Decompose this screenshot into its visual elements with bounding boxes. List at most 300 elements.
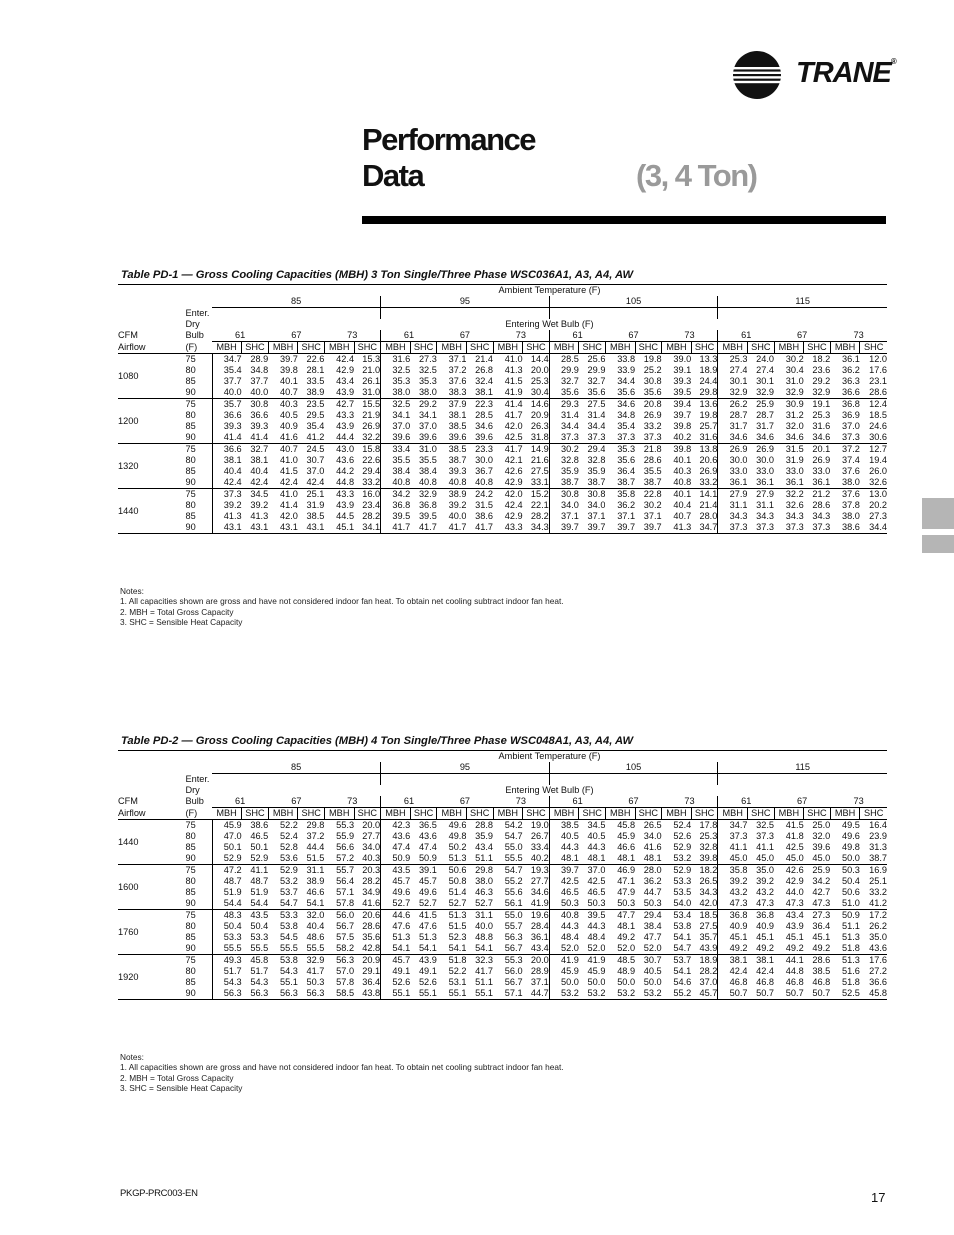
shc-value: 36.4	[812, 921, 831, 931]
shc-value: 40.0	[242, 387, 269, 399]
shc-header: SHC	[579, 342, 606, 354]
mbh-value: 40.4	[673, 500, 692, 510]
mbh-value: 54.1	[673, 966, 692, 976]
ambient-temperature-value: 85	[212, 762, 381, 774]
shc-value: 25.6	[587, 354, 606, 364]
shc-header: SHC	[579, 808, 606, 820]
mbh-value: 40.7	[673, 511, 692, 521]
mbh-value: 35.4	[212, 365, 242, 376]
shc-value: 31.5	[475, 500, 494, 510]
shc-value: 39.6	[410, 432, 437, 444]
shc-value: 28.2	[362, 511, 381, 521]
dry-bulb-value: 80	[185, 410, 196, 420]
mbh-value: 50.0	[549, 977, 579, 988]
shc-value: 37.1	[587, 511, 606, 521]
dry-bulb-value: 75	[185, 955, 196, 965]
shc-value: 24.2	[475, 489, 494, 499]
shc-value: 39.2	[250, 500, 269, 510]
shc-value: 38.7	[860, 853, 887, 865]
mbh-value: 40.0	[448, 511, 467, 521]
shc-value: 34.0	[362, 842, 381, 852]
mbh-value: 51.8	[830, 943, 860, 955]
shc-value: 27.5	[699, 921, 718, 931]
dry-bulb-value: 80	[185, 365, 196, 375]
shc-value: 29.2	[812, 376, 831, 386]
mbh-header: MBH	[381, 808, 411, 820]
mbh-value: 47.7	[617, 910, 636, 920]
shc-value: 25.1	[869, 876, 887, 886]
shc-value: 29.8	[306, 820, 325, 830]
mbh-value: 38.5	[448, 444, 467, 454]
shc-value: 41.9	[523, 898, 550, 910]
mbh-value: 56.3	[268, 988, 298, 1000]
mbh-value: 43.2	[718, 887, 748, 898]
dry-bulb-value: 90	[185, 477, 212, 489]
mbh-value: 35.5	[381, 455, 411, 466]
shc-value: 26.9	[643, 410, 662, 420]
mbh-value: 51.4	[448, 887, 467, 897]
shc-value: 25.3	[812, 410, 831, 420]
shc-value: 31.3	[869, 842, 887, 852]
mbh-value: 42.0	[504, 489, 523, 499]
mbh-value: 43.5	[381, 865, 411, 877]
shc-value: 52.6	[418, 977, 437, 987]
mbh-value: 38.0	[381, 387, 411, 399]
shc-value: 36.5	[418, 820, 437, 830]
shc-value: 21.9	[362, 410, 381, 420]
shc-value: 19.4	[869, 455, 887, 465]
shc-value: 22.6	[362, 455, 381, 465]
header-blank	[212, 774, 381, 786]
mbh-value: 50.8	[448, 876, 467, 886]
mbh-value: 42.5	[549, 876, 579, 887]
shc-value: 43.1	[298, 522, 325, 534]
mbh-header: MBH	[324, 808, 354, 820]
mbh-value: 41.7	[504, 410, 523, 420]
mbh-value: 50.7	[718, 988, 748, 1000]
mbh-value: 34.8	[617, 410, 636, 420]
shc-value: 36.1	[530, 932, 549, 942]
mbh-value: 36.8	[381, 500, 411, 511]
shc-header: SHC	[242, 342, 269, 354]
shc-value: 35.0	[756, 865, 775, 875]
shc-value: 43.9	[691, 943, 718, 955]
header-blank	[212, 308, 381, 320]
table-row	[118, 865, 887, 877]
shc-value: 23.3	[475, 444, 494, 454]
shc-value: 38.9	[306, 876, 325, 886]
shc-value: 31.8	[523, 432, 550, 444]
mbh-header: MBH	[437, 342, 467, 354]
mbh-value: 37.3	[212, 489, 242, 501]
cfm-value: 1200	[118, 399, 185, 444]
mbh-value: 45.9	[617, 831, 636, 841]
header-blank	[549, 774, 718, 786]
mbh-value: 36.4	[617, 466, 636, 476]
mbh-value: 30.0	[718, 455, 748, 466]
mbh-value: 41.4	[212, 432, 242, 444]
mbh-value: 50.3	[842, 865, 860, 875]
mbh-value: 41.7	[504, 444, 523, 454]
table-row	[118, 853, 887, 865]
shc-value: 39.6	[466, 432, 493, 444]
wet-bulb-value: 61	[381, 330, 437, 342]
shc-value: 35.6	[362, 932, 381, 942]
shc-value: 34.3	[812, 511, 831, 521]
shc-value: 34.5	[250, 489, 269, 499]
shc-value: 37.3	[756, 831, 775, 841]
table-row	[118, 421, 887, 432]
mbh-value: 44.0	[785, 887, 804, 897]
shc-value: 30.0	[475, 455, 494, 465]
mbh-value: 37.2	[842, 444, 860, 454]
header-blank	[118, 308, 185, 320]
shc-value: 31.0	[418, 444, 437, 454]
shc-value: 30.4	[523, 387, 550, 399]
shc-value: 26.8	[475, 365, 494, 375]
mbh-value: 55.9	[336, 831, 355, 841]
cfm-value: 1440	[118, 820, 185, 865]
mbh-header: MBH	[212, 808, 242, 820]
shc-value: 27.9	[756, 489, 775, 499]
shc-value: 39.7	[579, 522, 606, 534]
shc-value: 21.8	[643, 444, 662, 454]
mbh-value: 53.2	[279, 876, 298, 886]
mbh-value: 40.1	[279, 376, 298, 386]
mbh-value: 37.3	[718, 522, 748, 534]
shc-value: 34.6	[804, 432, 831, 444]
dry-bulb-header-bulb: Bulb	[185, 796, 204, 807]
shc-value: 32.2	[354, 432, 381, 444]
shc-header: SHC	[354, 808, 381, 820]
shc-value: 49.6	[418, 887, 437, 897]
mbh-value: 48.9	[617, 966, 636, 976]
shc-value: 55.5	[242, 943, 269, 955]
mbh-value: 54.1	[437, 943, 467, 955]
mbh-value: 42.5	[785, 842, 804, 852]
shc-value: 30.7	[643, 955, 662, 965]
shc-value: 43.6	[418, 831, 437, 841]
mbh-value: 40.1	[673, 489, 692, 499]
shc-value: 34.3	[756, 511, 775, 521]
dry-bulb-value: 75	[185, 354, 196, 364]
mbh-value: 54.1	[673, 932, 692, 942]
mbh-value: 37.3	[774, 522, 804, 534]
shc-value: 35.9	[475, 831, 494, 841]
table-pd1-notes	[120, 586, 564, 628]
mbh-value: 35.6	[605, 387, 635, 399]
shc-value: 29.1	[362, 966, 381, 976]
dry-bulb-value: 85	[185, 376, 196, 386]
mbh-value: 45.7	[381, 876, 411, 887]
shc-value: 41.1	[250, 865, 269, 875]
mbh-value: 48.5	[617, 955, 636, 965]
mbh-value: 45.1	[785, 932, 804, 942]
mbh-value: 53.5	[673, 887, 692, 897]
mbh-value: 35.3	[381, 376, 411, 387]
shc-value: 24.4	[699, 376, 718, 386]
mbh-value: 28.5	[549, 354, 579, 366]
shc-value: 27.3	[869, 511, 887, 521]
mbh-value: 52.2	[279, 820, 298, 830]
shc-value: 19.6	[530, 910, 549, 920]
shc-value: 20.6	[362, 910, 381, 920]
shc-value: 25.0	[812, 820, 831, 830]
shc-value: 45.1	[756, 932, 775, 942]
shc-header: SHC	[523, 342, 550, 354]
table-row	[118, 943, 887, 955]
mbh-value: 30.4	[785, 365, 804, 375]
shc-value: 33.0	[812, 466, 831, 476]
mbh-value: 34.2	[381, 489, 411, 501]
mbh-value: 49.8	[448, 831, 467, 841]
notes-heading: Notes:	[120, 1052, 144, 1062]
table-row	[118, 354, 887, 366]
shc-value: 30.8	[250, 399, 269, 409]
mbh-value: 50.1	[212, 842, 242, 853]
mbh-value: 35.3	[617, 444, 636, 454]
shc-value: 36.1	[804, 477, 831, 489]
wet-bulb-value: 67	[797, 330, 808, 340]
mbh-value: 39.5	[381, 511, 411, 522]
ambient-temperature-value: 115	[718, 296, 887, 308]
shc-value: 29.5	[306, 410, 325, 420]
shc-value: 28.6	[643, 455, 662, 465]
wet-bulb-value: 67	[291, 796, 302, 806]
shc-value: 45.8	[250, 955, 269, 965]
shc-value: 18.9	[699, 365, 718, 375]
mbh-value: 54.7	[504, 865, 523, 875]
note-item: 1. All capacities shown are gross and have not considered indoor fan heat. To obtain net cooling subtract indoor fan heat.	[120, 1062, 564, 1073]
shc-value: 14.9	[530, 444, 549, 454]
shc-value: 31.0	[354, 387, 381, 399]
mbh-value: 56.6	[336, 842, 355, 852]
mbh-value: 50.3	[549, 898, 579, 910]
shc-value: 35.7	[699, 932, 718, 942]
mbh-value: 53.1	[448, 977, 467, 987]
shc-value: 40.4	[306, 921, 325, 931]
mbh-value: 34.3	[718, 511, 748, 522]
mbh-header: MBH	[493, 342, 523, 354]
shc-value: 41.9	[587, 955, 606, 965]
shc-value: 28.9	[530, 966, 549, 976]
mbh-value: 27.9	[718, 489, 748, 501]
shc-value: 43.4	[523, 943, 550, 955]
shc-value: 38.7	[635, 477, 662, 489]
mbh-value: 37.0	[842, 421, 860, 431]
mbh-value: 56.0	[504, 966, 523, 976]
shc-header: SHC	[747, 342, 774, 354]
mbh-value: 51.8	[842, 977, 860, 987]
mbh-value: 30.2	[549, 444, 579, 456]
mbh-value: 46.8	[785, 977, 804, 987]
shc-value: 46.8	[756, 977, 775, 987]
shc-value: 40.5	[587, 831, 606, 841]
mbh-value: 25.3	[718, 354, 748, 366]
mbh-value: 33.0	[785, 466, 804, 476]
shc-value: 40.5	[643, 966, 662, 976]
mbh-value: 34.1	[381, 410, 411, 421]
mbh-value: 42.5	[493, 432, 523, 444]
mbh-value: 41.4	[279, 500, 298, 510]
mbh-value: 42.4	[336, 354, 355, 364]
mbh-value: 41.3	[662, 522, 692, 534]
shc-value: 43.2	[756, 887, 775, 897]
mbh-value: 45.0	[718, 853, 748, 865]
section-tab-marker	[922, 498, 954, 529]
dry-bulb-header-enter: Enter.	[185, 307, 210, 318]
mbh-value: 36.2	[842, 365, 860, 375]
mbh-value: 52.7	[381, 898, 411, 910]
dry-bulb-value: 85	[185, 842, 196, 852]
header-blank	[118, 785, 185, 796]
shc-value: 45.7	[418, 876, 437, 886]
mbh-value: 52.0	[605, 943, 635, 955]
shc-value: 27.7	[530, 876, 549, 886]
shc-value: 12.4	[869, 399, 887, 409]
shc-value: 35.6	[579, 387, 606, 399]
dry-bulb-header-dry: Dry	[185, 785, 200, 795]
dry-bulb-value: 75	[185, 865, 196, 875]
shc-value: 51.1	[466, 853, 493, 865]
mbh-value: 49.2	[718, 943, 748, 955]
mbh-value: 56.3	[212, 988, 242, 1000]
table-row	[118, 977, 887, 988]
cfm-value: 1440	[118, 489, 185, 534]
mbh-value: 57.8	[324, 898, 354, 910]
wet-bulb-value: 73	[853, 330, 864, 340]
shc-value: 35.9	[587, 466, 606, 476]
header-blank	[118, 285, 212, 297]
mbh-value: 53.2	[605, 988, 635, 1000]
mbh-value: 48.4	[549, 932, 579, 943]
mbh-value: 35.9	[549, 466, 579, 477]
shc-value: 39.8	[691, 853, 718, 865]
shc-value: 21.6	[530, 455, 549, 465]
mbh-value: 43.3	[336, 489, 355, 499]
mbh-value: 47.4	[381, 842, 411, 853]
mbh-value: 38.4	[381, 466, 411, 477]
mbh-value: 40.9	[279, 421, 298, 431]
table-pd2-caption: Table PD-2 — Gross Cooling Capacities (MBH) 4 Ton Single/Three Phase WSC048A1, A3, A4, AW	[121, 735, 634, 747]
ambient-temperature-label: Ambient Temperature (F)	[212, 285, 887, 297]
mbh-header: MBH	[830, 808, 860, 820]
shc-value: 26.3	[530, 421, 549, 431]
shc-value: 38.0	[475, 876, 494, 886]
wet-bulb-value: 61	[235, 330, 246, 340]
shc-value: 33.1	[523, 477, 550, 489]
shc-value: 17.2	[869, 910, 887, 920]
shc-value: 16.4	[869, 820, 887, 830]
cfm-header: CFM	[118, 796, 138, 807]
mbh-value: 50.6	[448, 865, 467, 875]
mbh-value: 26.2	[718, 399, 748, 411]
shc-value: 41.2	[298, 432, 325, 444]
mbh-value: 39.1	[673, 365, 692, 375]
mbh-value: 51.9	[212, 887, 242, 898]
table-row	[118, 898, 887, 910]
table-row	[118, 455, 887, 466]
table-pd1-caption: Table PD-1 — Gross Cooling Capacities (MBH) 3 Ton Single/Three Phase WSC036A1, A3, A4, AW	[121, 269, 634, 281]
shc-value: 40.0	[475, 921, 494, 931]
shc-value: 52.0	[635, 943, 662, 955]
shc-value: 55.1	[466, 988, 493, 1000]
mbh-value: 58.5	[324, 988, 354, 1000]
shc-value: 28.5	[475, 410, 494, 420]
shc-value: 47.3	[804, 898, 831, 910]
shc-value: 37.3	[804, 522, 831, 534]
header-blank	[118, 319, 185, 330]
shc-value: 48.6	[306, 932, 325, 942]
mbh-value: 55.2	[662, 988, 692, 1000]
mbh-value: 57.2	[324, 853, 354, 865]
mbh-value: 50.7	[774, 988, 804, 1000]
shc-value: 55.5	[298, 943, 325, 955]
shc-value: 32.9	[418, 489, 437, 499]
shc-value: 28.6	[362, 921, 381, 931]
mbh-value: 49.8	[842, 842, 860, 852]
shc-header: SHC	[691, 808, 718, 820]
mbh-value: 49.6	[842, 831, 860, 841]
shc-value: 34.3	[699, 887, 718, 897]
mbh-header: MBH	[718, 808, 748, 820]
shc-value: 32.8	[587, 455, 606, 465]
shc-value: 32.7	[250, 444, 269, 454]
shc-value: 35.6	[635, 387, 662, 399]
mbh-value: 33.9	[617, 365, 636, 375]
shc-value: 46.6	[306, 887, 325, 897]
mbh-value: 47.2	[212, 865, 242, 877]
shc-value: 28.2	[530, 511, 549, 521]
mbh-value: 40.4	[212, 466, 242, 477]
mbh-value: 52.9	[212, 853, 242, 865]
shc-value: 31.1	[756, 500, 775, 510]
mbh-value: 41.9	[549, 955, 579, 967]
mbh-value: 52.9	[279, 865, 298, 875]
dry-bulb-value: 75	[185, 820, 196, 830]
shc-value: 34.7	[691, 522, 718, 534]
table-row	[118, 887, 887, 898]
shc-value: 32.7	[587, 376, 606, 386]
mbh-value: 51.1	[842, 921, 860, 931]
shc-value: 29.8	[691, 387, 718, 399]
shc-value: 41.7	[306, 966, 325, 976]
shc-value: 52.7	[466, 898, 493, 910]
mbh-value: 36.1	[718, 477, 748, 489]
shc-value: 37.1	[643, 511, 662, 521]
mbh-value: 55.5	[212, 943, 242, 955]
shc-value: 26.0	[869, 466, 887, 476]
shc-value: 47.6	[418, 921, 437, 931]
shc-value: 20.9	[530, 410, 549, 420]
dry-bulb-value: 80	[185, 500, 196, 510]
shc-value: 20.3	[362, 865, 381, 875]
tonnage-subtitle: (3, 4 Ton)	[636, 158, 757, 193]
mbh-header: MBH	[549, 808, 579, 820]
mbh-value: 44.4	[324, 432, 354, 444]
shc-value: 27.5	[587, 399, 606, 409]
wet-bulb-value: 73	[684, 330, 695, 340]
mbh-value: 39.7	[673, 410, 692, 420]
shc-value: 34.0	[587, 500, 606, 510]
shc-value: 18.9	[699, 955, 718, 965]
wet-bulb-value: 73	[515, 330, 526, 340]
shc-value: 41.7	[410, 522, 437, 534]
mbh-value: 43.9	[324, 387, 354, 399]
mbh-value: 33.0	[718, 466, 748, 477]
mbh-value: 37.3	[605, 432, 635, 444]
brand-wordmark: TRANE®	[796, 57, 896, 89]
